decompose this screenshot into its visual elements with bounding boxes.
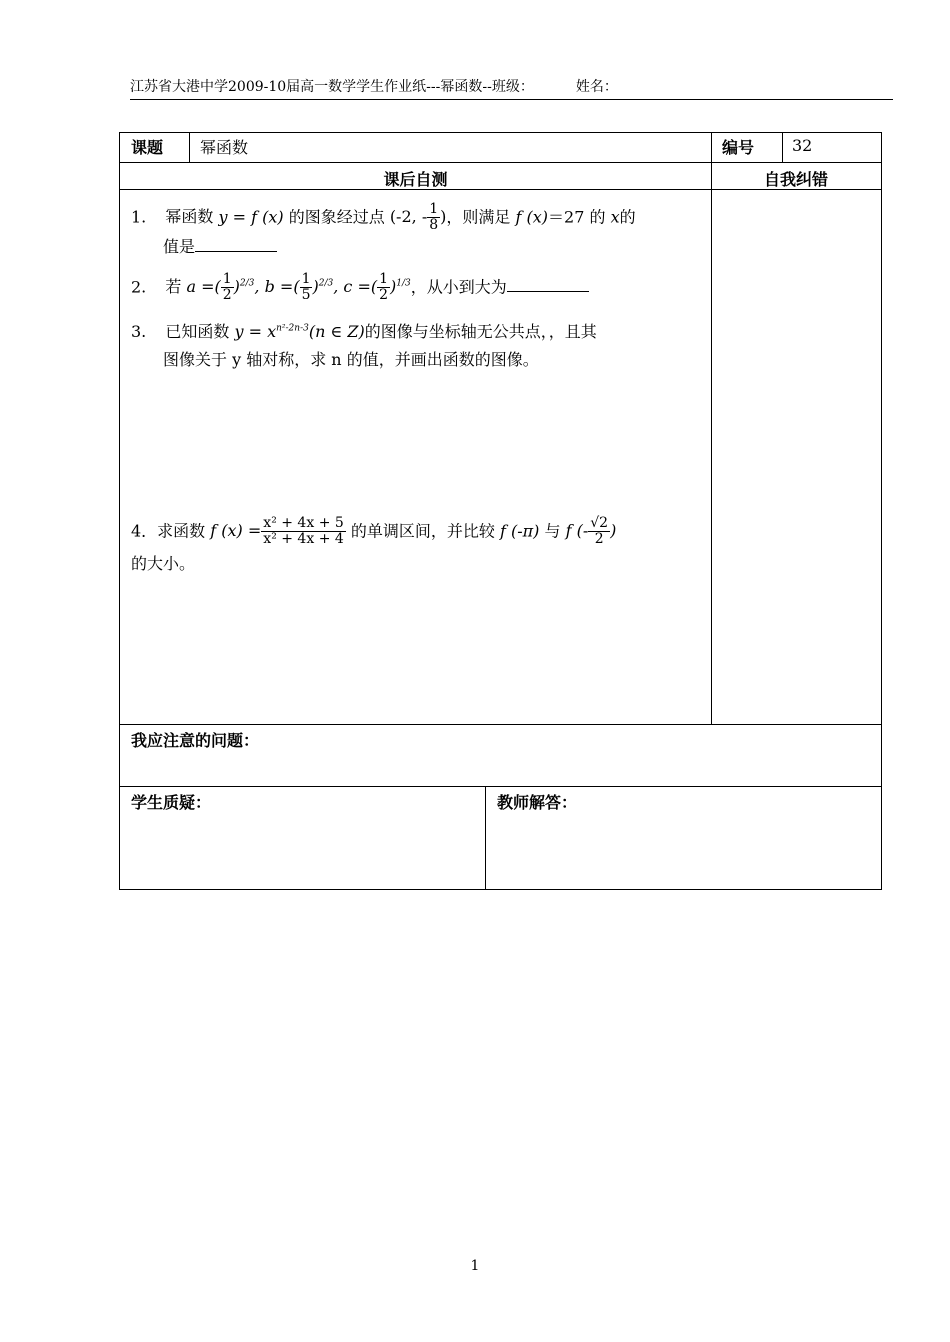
- topic-value: 幂函数: [200, 138, 249, 157]
- q3-formula: $y = x^{n^2-2n-3}(n$ ∈ Z): [234, 322, 365, 341]
- q2-formula: a =( $\frac{1}{2}$ )$^{2/3}$, b =( $\frac{1}{5}$ )$^{2/3}$, c =( $\frac{1}{2}$ )$^{1/3}$: [186, 271, 411, 304]
- question-4: 4．求函数 f (x) = $\frac{\text{x² + 4x + 5}}{\text{x² + 4x + 4}}$ 的单调区间，并比较 f (-π) 与 f (- $\frac{√2}{2}$ ): [131, 515, 617, 548]
- number-value: 32: [792, 136, 813, 155]
- answer-blank[interactable]: [507, 277, 589, 292]
- question-2: 2. 若 a =( $\frac{1}{2}$ )$^{2/3}$, b =( $\frac{1}{5}$ )$^{2/3}$, c =( $\frac{1}{2}$ )$^{1/3}$，从小到大为: [131, 272, 589, 304]
- notes-label: 我应注意的问题：: [131, 731, 260, 750]
- question-1-line2: 值是: [163, 237, 277, 255]
- q3-number: 3.: [131, 322, 147, 341]
- row-divider: [120, 724, 881, 725]
- question-4-line2: 的大小。: [131, 554, 196, 573]
- page-number: 1: [470, 1258, 480, 1274]
- q1-formula: y = f (x): [218, 207, 284, 227]
- header-title: 江苏省大港中学2009-10届高一数学学生作业纸---幂函数--班级：: [130, 79, 534, 95]
- col-divider: [782, 133, 783, 162]
- page-header: [130, 76, 893, 100]
- question-3: 3. 已知函数 $y = x^{n^2-2n-3}(n$ ∈ Z)的图像与坐标轴无公共点，，且其: [131, 322, 597, 341]
- col-divider: [485, 786, 486, 890]
- q1-point: (-2, - $\frac{1}{8}$ ): [389, 201, 447, 234]
- number-label: 编号: [722, 138, 755, 157]
- topic-label: 课题: [131, 138, 164, 157]
- col-divider: [189, 133, 190, 162]
- section-self-test: 课后自测: [383, 170, 448, 189]
- answer-blank[interactable]: [195, 237, 277, 252]
- question-1: 1. 幂函数 y = f (x) 的图象经过点 (-2, - $\frac{1}{8}$ )，则满足 f (x)＝27 的 x的: [131, 201, 636, 234]
- q2-number: 2.: [131, 277, 147, 297]
- col-divider: [711, 133, 712, 724]
- question-3-line2: 图像关于 y 轴对称，求 n 的值，并画出函数的图像。: [163, 350, 539, 369]
- header-name-label: 姓名：: [575, 79, 618, 95]
- row-divider: [120, 786, 881, 787]
- teacher-answer-label: 教师解答：: [497, 793, 578, 812]
- q1-number: 1.: [131, 207, 147, 227]
- section-self-correct: 自我纠错: [763, 170, 828, 189]
- student-question-label: 学生质疑：: [131, 793, 212, 812]
- row-divider: [120, 162, 881, 163]
- q4-formula: f (x) = $\frac{\text{x² + 4x + 5}}{\text{x² + 4x + 4}}$: [210, 515, 344, 548]
